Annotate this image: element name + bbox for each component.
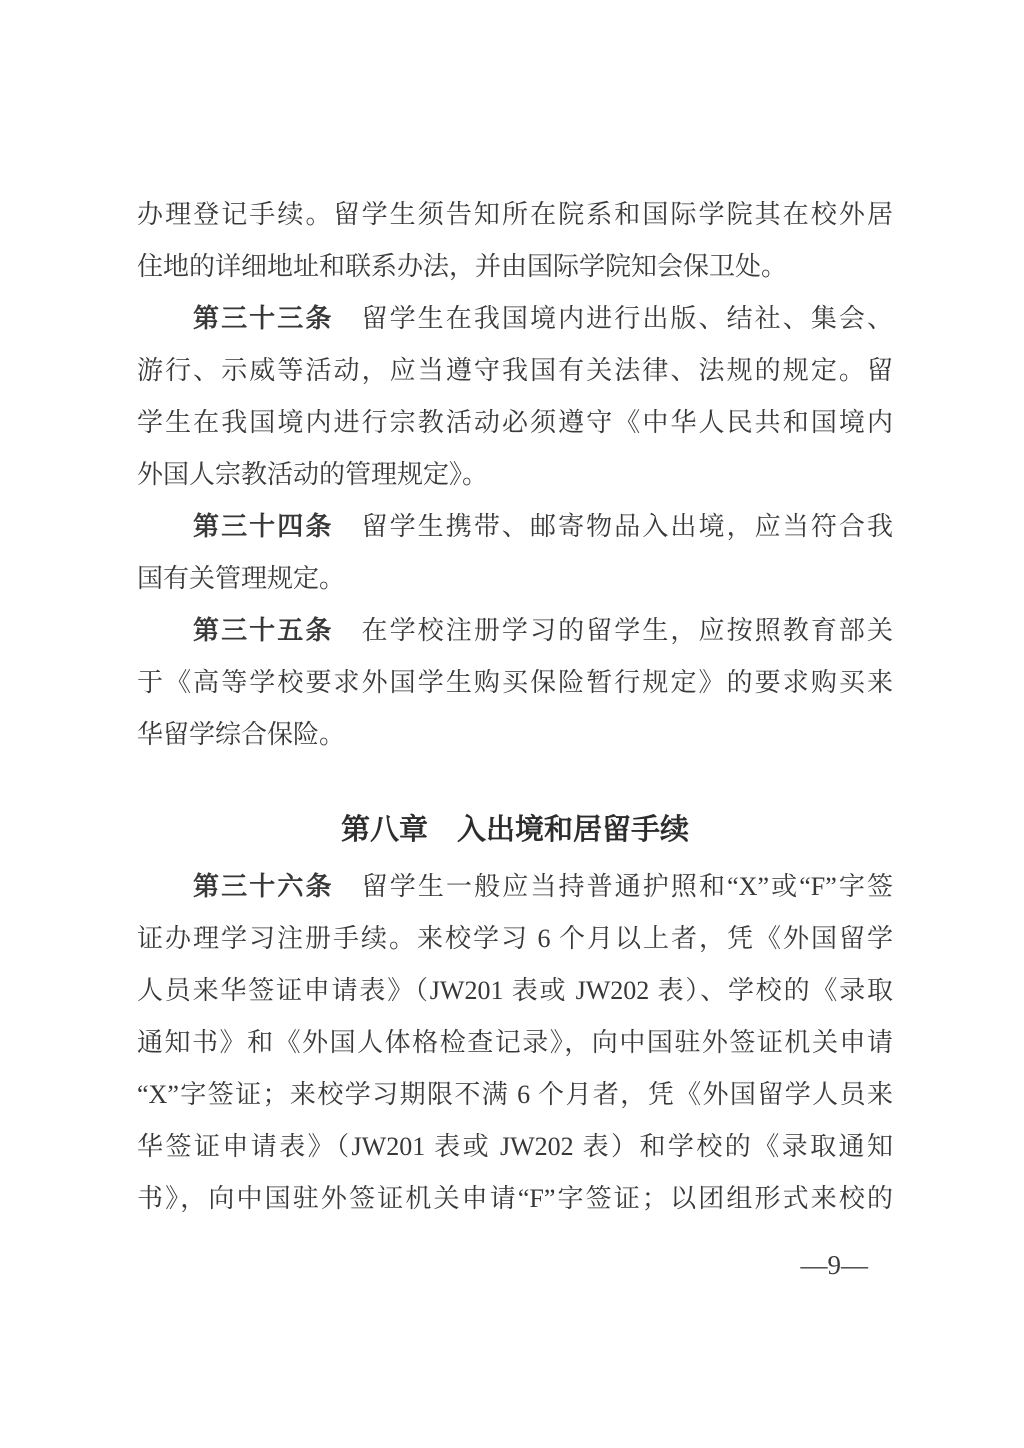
article-number: 第三十三条 (193, 304, 334, 333)
text-line (137, 501, 893, 553)
page-body (137, 189, 893, 1285)
text-line: 书》，向中国驻外签证机关申请“F”字签证；以团组形式来校的 (137, 1184, 893, 1213)
line-text: 在学校注册学习的留学生，应按照教育部关 (333, 616, 893, 645)
text-line: 外国人宗教活动的管理规定》。 (137, 460, 489, 489)
text-line: 办理登记手续。留学生须告知所在院系和国际学院其在校外居 (137, 200, 893, 229)
article-number: 第三十六条 (193, 872, 334, 901)
text-line: 国有关管理规定。 (137, 564, 346, 593)
article-number: 第三十四条 (193, 512, 334, 541)
text-line: 人员来华签证申请表》（JW201 表或 JW202 表）、学校的《录取 (137, 976, 893, 1005)
article-number: 第三十五条 (193, 616, 334, 645)
chapter-heading: 第八章 入出境和居留手续 (340, 814, 689, 846)
text-line: 华签证申请表》（JW201 表或 JW202 表）和学校的《录取通知 (137, 1132, 893, 1161)
text-line (137, 861, 893, 913)
text-line: 通知书》和《外国人体格检查记录》，向中国驻外签证机关申请 (137, 1028, 893, 1057)
line-text: 留学生携带、邮寄物品入出境，应当符合我 (333, 512, 893, 541)
text-line (137, 605, 893, 657)
text-line: 学生在我国境内进行宗教活动必须遵守《中华人民共和国境内 (137, 408, 893, 437)
line-text: 留学生一般应当持普通护照和“X”或“F”字签 (333, 872, 893, 901)
line-text: 留学生在我国境内进行出版、结社、集会、 (333, 304, 893, 333)
text-line: 华留学综合保险。 (137, 720, 346, 749)
page-number: —9— (800, 1250, 868, 1280)
text-line (137, 293, 893, 345)
text-line: 证办理学习注册手续。来校学习 6 个月以上者，凭《外国留学 (137, 924, 893, 953)
text-line: “X”字签证；来校学习期限不满 6 个月者，凭《外国留学人员来 (137, 1080, 893, 1109)
text-line: 游行、示威等活动，应当遵守我国有关法律、法规的规定。留 (137, 356, 893, 385)
text-line: 住地的详细地址和联系办法，并由国际学院知会保卫处。 (137, 252, 788, 281)
text-line: 于《高等学校要求外国学生购买保险暂行规定》的要求购买来 (137, 668, 893, 697)
